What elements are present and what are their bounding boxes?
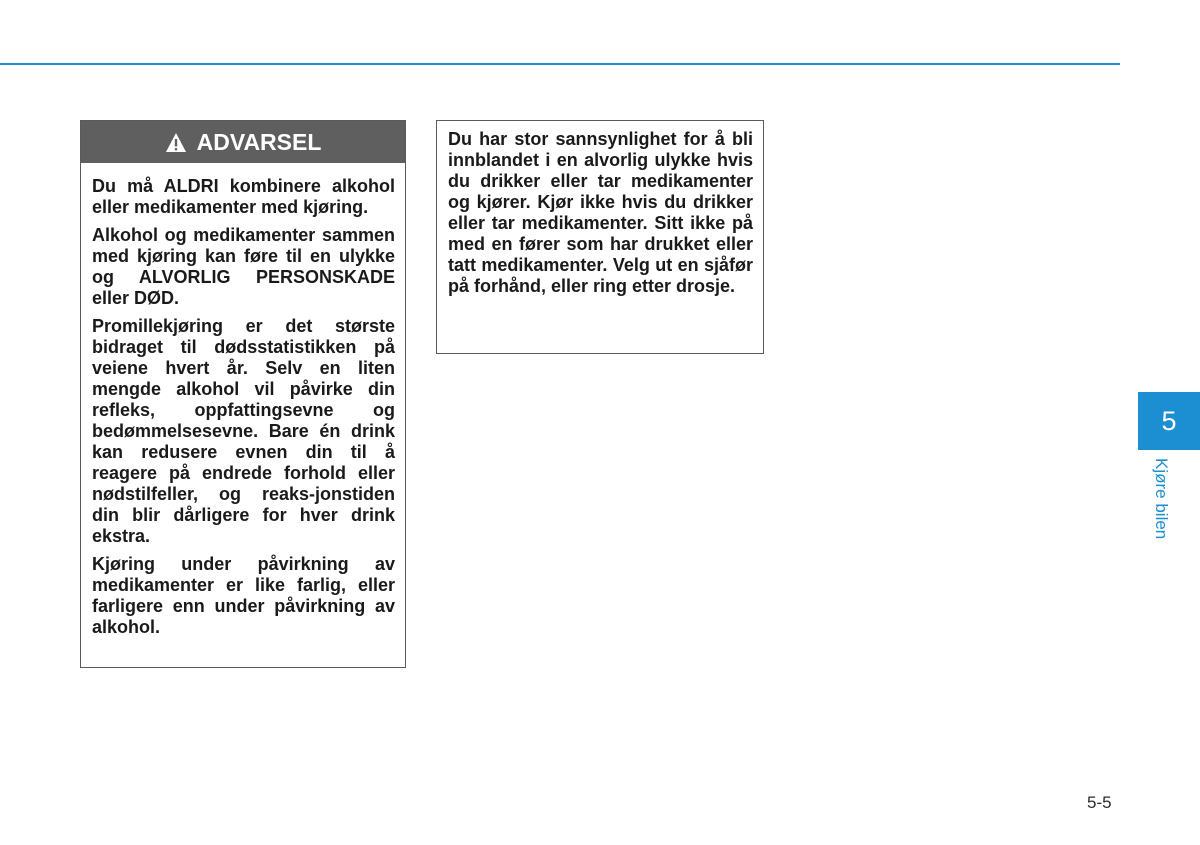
warning-title: ADVARSEL — [196, 128, 322, 155]
warning-paragraph: Du må ALDRI kombinere alkohol eller medikamenter med kjøring. — [92, 176, 395, 217]
warning-header — [81, 121, 405, 163]
warning-paragraph: Kjøring under påvirkning av medikamenter er like farlig, eller farligere enn under påvirkning av alkohol. — [92, 554, 395, 637]
warning-paragraph: Alkohol og medikamenter sammen med kjøring kan føre til en ulykke og ALVORLIG PERSONSKADE eller DØD. — [92, 225, 395, 308]
chapter-number: 5 — [1161, 405, 1177, 436]
chapter-tab — [1138, 392, 1200, 450]
chapter-title: Kjøre bilen — [1152, 458, 1171, 540]
warning-box — [80, 120, 406, 668]
warning-paragraph: Promillekjøring er det største bidraget til dødsstatistikken på veiene hvert år. Selv en liten mengde alkohol vil påvirke din refleks, oppfattingsevne og bedømmelsesevne. Bare én drink kan redusere evnen din til å reagere på endrede forhold eller nødstilfeller, og reaks-jonstiden din blir dårligere for hver drink ekstra. — [92, 316, 395, 546]
note-box — [436, 120, 764, 354]
header-rule — [0, 63, 1120, 65]
warning-triangle-icon — [165, 132, 187, 153]
warning-body — [81, 163, 405, 638]
note-text: Du har stor sannsynlighet for å bli innblandet i en alvorlig ulykke hvis du drikker eller tar medikamenter og kjører. Kjør ikke hvis du drikker eller tar medikamenter. Sitt ikke på med en fører som har drukket eller tatt medikamenter. Velg ut en sjåfør på forhånd, eller ring etter drosje. — [448, 129, 753, 296]
page-number: 5-5 — [1087, 793, 1112, 812]
